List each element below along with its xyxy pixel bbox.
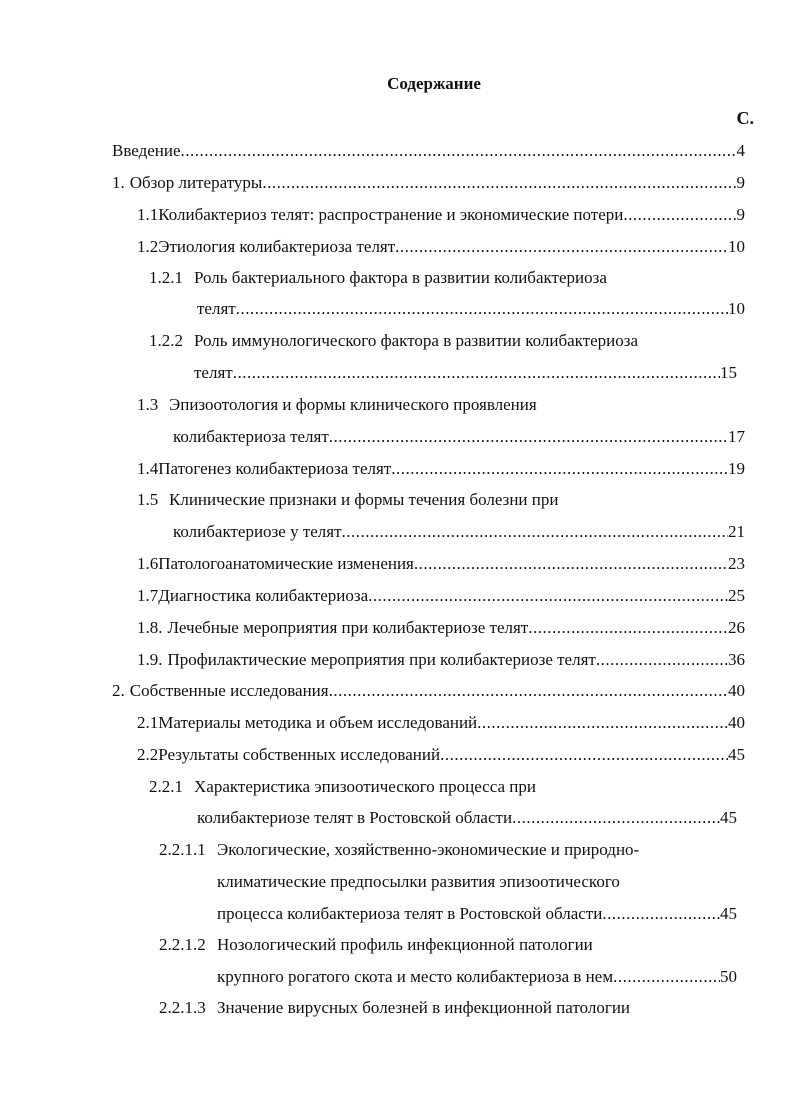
toc-entry-1-7[interactable] (137, 585, 745, 607)
toc-leader-dots (236, 298, 728, 320)
toc-entry-2-2-1-1[interactable] (159, 839, 639, 861)
toc-page-number: 21 (728, 522, 745, 541)
toc-entry-text: Колибактериоз телят: распространение и экономические потери (158, 205, 624, 224)
toc-entry-text: Материалы методика и объем исследований (158, 713, 478, 732)
toc-entry-text: Этиология колибактериоза телят (158, 237, 396, 256)
toc-page-number: 45 (728, 745, 745, 764)
toc-leader-dots (391, 458, 728, 480)
toc-leader-dots (440, 744, 728, 766)
toc-entry-2-2-1-cont[interactable] (197, 807, 737, 829)
toc-entry-2-2-1-1-cont-1 (217, 871, 620, 893)
toc-entry-number: 1.4 (137, 459, 159, 478)
toc-entry-2[interactable] (112, 680, 745, 702)
toc-page-number: 36 (728, 650, 745, 669)
page-column-header: С. (736, 108, 754, 128)
toc-entry-number: 1.5 (137, 490, 159, 509)
toc-entry-1-2-1-cont[interactable] (197, 298, 745, 320)
toc-entry-introduction[interactable] (112, 140, 745, 162)
toc-page-number: 50 (720, 967, 737, 986)
toc-entry-2-2-1-1-cont-2[interactable] (217, 903, 737, 925)
toc-entry-number: 2.1 (137, 713, 159, 732)
toc-entry-text-cont: колибактериозе у телят (173, 522, 342, 541)
toc-entry-2-2-1[interactable] (149, 776, 536, 798)
toc-page-number: 15 (720, 363, 737, 382)
toc-page-number: 10 (728, 299, 745, 318)
toc-entry-number: 1.2.2 (149, 331, 183, 350)
toc-page-number: 26 (728, 618, 745, 637)
toc-entry-text-cont: телят (194, 363, 233, 382)
toc-leader-dots (342, 521, 728, 543)
toc-entry-text-cont: климатические предпосылки развития эпизоотического (217, 872, 620, 891)
toc-entry-number: 2.2.1 (149, 777, 183, 796)
toc-entry-text: Профилактические мероприятия при колибактериозе телят (167, 650, 596, 669)
toc-leader-dots (596, 649, 728, 671)
toc-leader-dots (602, 903, 720, 925)
toc-entry-text: Роль иммунологического фактора в развитии колибактериоза (194, 331, 639, 350)
toc-entry-number: 1.8. (137, 618, 163, 637)
toc-page-number: 40 (728, 713, 745, 732)
toc-entry-1[interactable] (112, 172, 745, 194)
toc-entry-1-8[interactable] (137, 617, 745, 639)
toc-leader-dots (512, 807, 720, 829)
toc-entry-number: 1.3 (137, 395, 159, 414)
toc-entry-2-2-1-2-cont[interactable] (217, 966, 737, 988)
toc-leader-dots (528, 617, 728, 639)
toc-entry-number: 2.2.1.2 (159, 935, 206, 954)
toc-entry-text: Обзор литературы (129, 173, 263, 192)
toc-entry-text-cont: телят (197, 299, 236, 318)
toc-leader-dots (181, 140, 737, 162)
page-title: Содержание (387, 74, 481, 93)
toc-page-number: 9 (736, 173, 745, 192)
toc-entry-text: Характеристика эпизоотического процесса при (194, 777, 536, 796)
toc-entry-1-4[interactable] (137, 458, 745, 480)
toc-entry-1-1[interactable] (137, 204, 745, 226)
toc-entry-text: Диагностика колибактериоза (158, 586, 369, 605)
toc-entry-1-5-cont[interactable] (173, 521, 745, 543)
toc-entry-number: 2.2 (137, 745, 159, 764)
toc-entry-text: Экологические, хозяйственно-экономические и природно- (217, 840, 640, 859)
toc-page-number: 23 (728, 554, 745, 573)
toc-leader-dots (395, 236, 728, 258)
toc-entry-text-cont: колибактериоза телят (173, 427, 329, 446)
toc-entry-text-cont: крупного рогатого скота и место колибактериоза в нем (217, 967, 614, 986)
toc-entry-text: Эпизоотология и формы клинического проявления (169, 395, 537, 414)
toc-entry-1-2[interactable] (137, 236, 745, 258)
toc-entry-text: Лечебные мероприятия при колибактериозе телят (167, 618, 529, 637)
toc-entry-2-2-1-2[interactable] (159, 934, 593, 956)
toc-entry-text: Введение (112, 141, 181, 160)
toc-entry-text: Результаты собственных исследований (158, 745, 441, 764)
toc-entry-text-cont: колибактериозе телят в Ростовской области (197, 808, 513, 827)
toc-entry-number: 1.2 (137, 237, 159, 256)
toc-entry-number: 1.7 (137, 586, 159, 605)
toc-entry-number: 1.2.1 (149, 268, 183, 287)
toc-page-number: 25 (728, 586, 745, 605)
toc-page-number: 9 (736, 205, 745, 224)
toc-entry-1-3[interactable] (137, 394, 537, 416)
toc-page-number: 40 (728, 681, 745, 700)
toc-page-number: 17 (728, 427, 745, 446)
toc-entry-1-9[interactable] (137, 649, 745, 671)
toc-page-number: 10 (728, 237, 745, 256)
toc-entry-text-cont: процесса колибактериоза телят в Ростовской области (217, 904, 603, 923)
toc-entry-1-6[interactable] (137, 553, 745, 575)
toc-page-number: 19 (728, 459, 745, 478)
toc-entry-text: Собственные исследования (129, 681, 329, 700)
toc-leader-dots (623, 204, 736, 226)
toc-entry-1-5[interactable] (137, 489, 558, 511)
toc-entry-text: Патогенез колибактериоза телят (158, 459, 392, 478)
toc-entry-number: 2. (112, 681, 125, 700)
toc-leader-dots (262, 172, 736, 194)
toc-page-number: 4 (736, 141, 745, 160)
toc-leader-dots (329, 426, 728, 448)
toc-entry-1-2-1[interactable] (149, 267, 607, 289)
toc-entry-2-2-1-3[interactable] (159, 997, 630, 1019)
toc-entry-text: Клинические признаки и формы течения болезни при (169, 490, 559, 509)
toc-leader-dots (414, 553, 728, 575)
toc-entry-2-1[interactable] (137, 712, 745, 734)
toc-entry-1-2-2-cont[interactable] (194, 362, 737, 384)
toc-entry-number: 1. (112, 173, 125, 192)
toc-entry-number: 2.2.1.1 (159, 840, 206, 859)
toc-page-number: 45 (720, 904, 737, 923)
toc-entry-1-2-2[interactable] (149, 330, 638, 352)
toc-entry-text: Роль бактериального фактора в развитии колибактериоза (194, 268, 607, 287)
toc-page-number: 45 (720, 808, 737, 827)
toc-entry-text: Нозологический профиль инфекционной патологии (217, 935, 593, 954)
toc-leader-dots (613, 966, 720, 988)
toc-leader-dots (368, 585, 728, 607)
toc-entry-number: 2.2.1.3 (159, 998, 206, 1017)
toc-entry-text: Патологоанатомические изменения (158, 554, 414, 573)
toc-leader-dots (329, 680, 728, 702)
toc-entry-number: 1.1 (137, 205, 159, 224)
toc-entry-text: Значение вирусных болезней в инфекционной патологии (217, 998, 631, 1017)
toc-entry-number: 1.9. (137, 650, 163, 669)
toc-entry-1-3-cont[interactable] (173, 426, 745, 448)
toc-leader-dots (233, 362, 720, 384)
toc-entry-number: 1.6 (137, 554, 159, 573)
toc-leader-dots (477, 712, 728, 734)
toc-entry-2-2[interactable] (137, 744, 745, 766)
